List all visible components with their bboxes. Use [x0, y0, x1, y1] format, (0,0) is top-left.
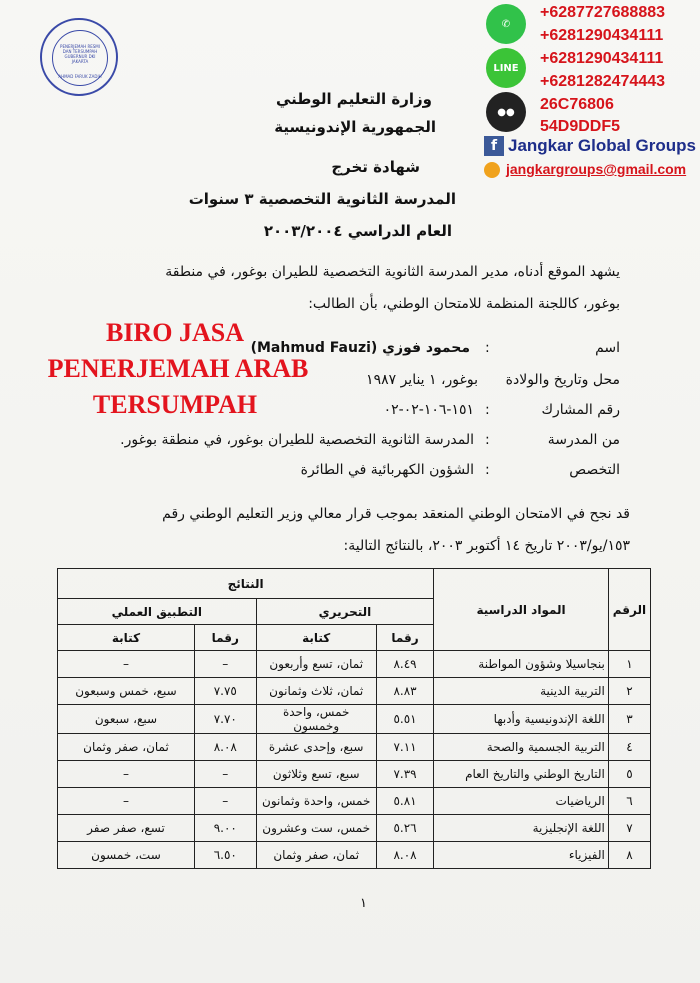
table-row — [58, 842, 651, 869]
blackberry-icon: ●● — [486, 92, 526, 132]
row-written-words: ثمان، تسع وأربعون — [256, 651, 376, 678]
row-written-words: خمس، واحدة وثمانون — [256, 788, 376, 815]
row-practical-digits: – — [194, 651, 256, 678]
row-number: ١ — [608, 651, 650, 678]
header-subject: المواد الدراسية — [434, 569, 609, 651]
row-practical-words: ست، خمسون — [58, 842, 195, 869]
row-number: ٤ — [608, 734, 650, 761]
header-practical: التطبيق العملي — [58, 599, 257, 625]
page-number: ١ — [360, 896, 367, 911]
row-written-digits: ٥.٢٦ — [376, 815, 433, 842]
header-digits: رقما — [194, 625, 256, 651]
row-practical-digits: ٩.٠٠ — [194, 815, 256, 842]
ministry-title: وزارة التعليم الوطني — [275, 90, 432, 108]
header-results: النتائج — [58, 569, 434, 599]
stamp-text: PENERJEMAH RESMI DAN TERSUMPAH GUBERNUR DKI JAKARTA — [60, 44, 100, 64]
contact-panel — [478, 0, 700, 184]
row-number: ٣ — [608, 705, 650, 734]
phone-number: +6281290434111 — [540, 27, 664, 44]
header-number: الرقم — [608, 569, 650, 651]
table-row — [58, 705, 651, 734]
table-row — [58, 734, 651, 761]
watermark-line-1: BIRO JASA — [106, 318, 244, 347]
republic-title: الجمهورية الإندونيسية — [274, 118, 436, 136]
results-table — [57, 568, 651, 869]
row-subject: الرياضيات — [434, 788, 609, 815]
field-value: ١٥١-١٠٦-٠٢-٠٢ — [383, 402, 474, 418]
row-subject: الفيزياء — [434, 842, 609, 869]
row-practical-digits: ٦.٥٠ — [194, 842, 256, 869]
row-practical-digits: ٨.٠٨ — [194, 734, 256, 761]
row-written-digits: ٧.١١ — [376, 734, 433, 761]
row-practical-words: سبع، سبعون — [58, 705, 195, 734]
field-label: محل وتاريخ والولادة — [505, 372, 620, 388]
line-icon: LINE — [486, 48, 526, 88]
phone-number: +6281290434111 — [540, 50, 664, 67]
intro-line-2: بوغور، كاللجنة المنظمة للامتحان الوطني، بأن الطالب: — [308, 296, 620, 312]
bbm-pin: 26C76806 — [540, 96, 614, 113]
row-practical-words: ثمان، صفر وثمان — [58, 734, 195, 761]
email-icon — [484, 162, 500, 178]
result-line-1: قد نجح في الامتحان الوطني المنعقد بموجب قرار معالي وزير التعليم الوطني رقم — [162, 506, 630, 522]
header-written: التحريري — [256, 599, 434, 625]
row-written-words: سبع، وإحدى عشرة — [256, 734, 376, 761]
table-row — [58, 815, 651, 842]
email-link[interactable]: jangkargroups@gmail.com — [506, 161, 687, 177]
row-written-digits: ٧.٣٩ — [376, 761, 433, 788]
translator-stamp — [40, 18, 118, 96]
row-written-digits: ٨.٠٨ — [376, 842, 433, 869]
table-row — [58, 678, 651, 705]
field-value: محمود فوزي (Mahmud Fauzi) — [250, 340, 470, 356]
row-subject: التربية الدينية — [434, 678, 609, 705]
row-practical-digits: – — [194, 761, 256, 788]
field-separator: : — [485, 432, 490, 448]
table-header-row — [58, 569, 651, 599]
field-label: من المدرسة — [547, 432, 620, 448]
row-written-digits: ٨.٨٣ — [376, 678, 433, 705]
row-written-digits: ٥.٨١ — [376, 788, 433, 815]
row-number: ٨ — [608, 842, 650, 869]
table-row — [58, 761, 651, 788]
field-value: بوغور، ١ يناير ١٩٨٧ — [366, 372, 478, 388]
phone-number: +6287727688883 — [540, 4, 666, 21]
row-practical-words: – — [58, 788, 195, 815]
field-value: الشؤون الكهربائية في الطائرة — [300, 462, 474, 478]
field-label: التخصص — [569, 462, 620, 478]
row-subject: اللغة الإنجليزية — [434, 815, 609, 842]
row-practical-words: سبع، خمس وسبعون — [58, 678, 195, 705]
result-line-2: ١٥٣/يو/٢٠٠٣ تاريخ ١٤ أكتوبر ٢٠٠٣، بالنتائج التالية: — [343, 538, 630, 554]
bbm-pin: 54D9DDF5 — [540, 118, 621, 135]
academic-year: العام الدراسي ٢٠٠٣/٢٠٠٤ — [263, 222, 452, 240]
row-written-words: ثمان، صفر وثمان — [256, 842, 376, 869]
row-practical-words: – — [58, 761, 195, 788]
row-number: ٦ — [608, 788, 650, 815]
facebook-name: Jangkar Global Groups — [508, 136, 696, 155]
row-practical-words: – — [58, 651, 195, 678]
row-subject: بنجاسيلا وشؤون المواطنة — [434, 651, 609, 678]
row-number: ٢ — [608, 678, 650, 705]
whatsapp-icon: ✆ — [486, 4, 526, 44]
certificate-title: شهادة تخرج — [331, 158, 420, 176]
row-written-digits: ٨.٤٩ — [376, 651, 433, 678]
row-written-words: خمس، واحدة وخمسون — [256, 705, 376, 734]
row-written-words: سبع، تسع وثلاثون — [256, 761, 376, 788]
field-separator: : — [485, 462, 490, 478]
watermark-line-2: PENERJEMAH ARAB — [47, 354, 309, 383]
row-written-words: خمس، ست وعشرون — [256, 815, 376, 842]
field-separator: : — [485, 340, 490, 356]
header-words: كتابة — [256, 625, 376, 651]
row-practical-digits: ٧.٧٠ — [194, 705, 256, 734]
field-separator: : — [485, 402, 490, 418]
row-written-words: ثمان، ثلاث وثمانون — [256, 678, 376, 705]
row-number: ٧ — [608, 815, 650, 842]
row-subject: التاريخ الوطني والتاريخ العام — [434, 761, 609, 788]
field-label: رقم المشارك — [541, 402, 620, 418]
row-practical-words: تسع، صفر صفر — [58, 815, 195, 842]
row-written-digits: ٥.٥١ — [376, 705, 433, 734]
phone-number: +6281282474443 — [540, 73, 666, 90]
header-words: كتابة — [58, 625, 195, 651]
row-subject: التربية الجسمية والصحة — [434, 734, 609, 761]
facebook-icon: f — [484, 136, 504, 156]
field-value: المدرسة الثانوية التخصصية للطيران بوغور، في منطقة بوغور. — [120, 432, 474, 448]
intro-line-1: يشهد الموقع أدناه، مدير المدرسة الثانوية التخصصية للطيران بوغور، في منطقة — [165, 264, 620, 280]
school-type: المدرسة الثانوية التخصصية ٣ سنوات — [188, 190, 456, 208]
stamp-name: AHMAD FARUK ZADIH — [58, 74, 102, 79]
row-number: ٥ — [608, 761, 650, 788]
table-row — [58, 651, 651, 678]
watermark-line-3: TERSUMPAH — [92, 390, 258, 419]
row-practical-digits: – — [194, 788, 256, 815]
field-label: اسم — [595, 340, 620, 356]
header-digits: رقما — [376, 625, 433, 651]
table-row — [58, 788, 651, 815]
row-subject: اللغة الإندونيسية وأدبها — [434, 705, 609, 734]
row-practical-digits: ٧.٧٥ — [194, 678, 256, 705]
